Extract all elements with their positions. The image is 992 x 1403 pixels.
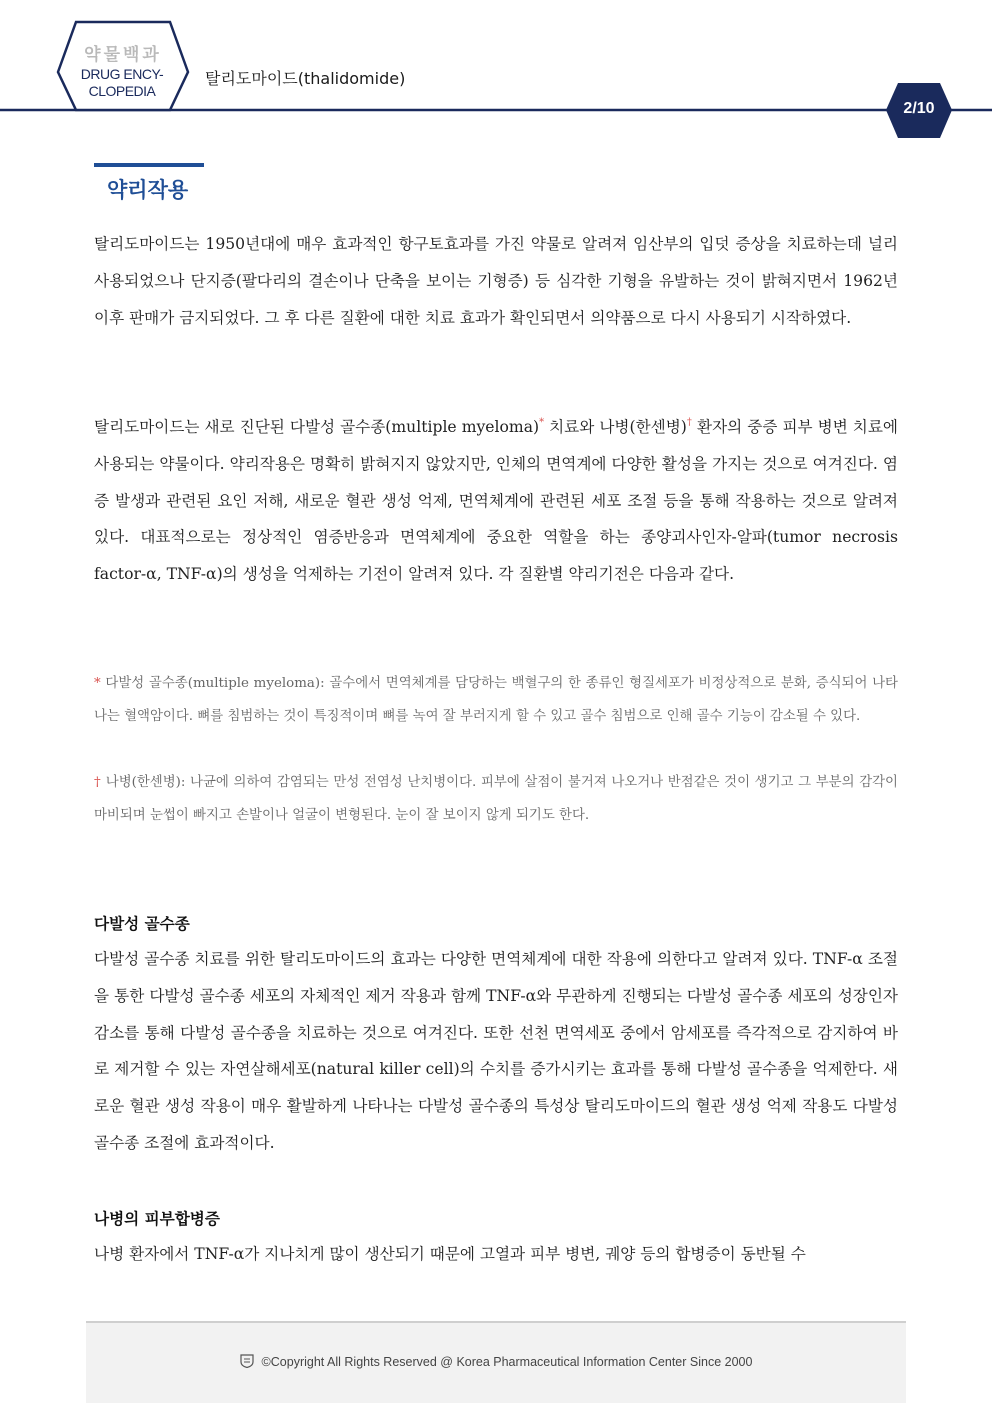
footnote-leprosy-text: 나병(한센병): 나균에 의하여 감염되는 만성 전염성 난치병이다. 피부에 살점이 불거져 나오거나 반점같은 것이 생기고 그 부분의 감각이 마비되며 눈썹이 빠지고 손발이나 얼굴이 변형된다. 눈이 잘 보이지 않게 되기도 한다.: [94, 775, 898, 823]
logo-english: [74, 66, 170, 100]
footnote-ref-2: †: [686, 417, 693, 428]
paragraph-mechanism: [94, 409, 898, 593]
footnote-marker-2: †: [94, 775, 102, 790]
copyright-text: ©Copyright All Rights Reserved @ Korea Pharmaceutical Information Center Since 2000: [261, 1355, 753, 1369]
subheading-leprosy: 나병의 피부합병증: [94, 1209, 220, 1228]
footer-content: [86, 1354, 906, 1369]
page-footer: [86, 1321, 906, 1403]
footnote-ref-1: *: [539, 417, 545, 428]
footnote-marker-1: *: [94, 676, 101, 691]
page-header: [0, 0, 992, 150]
logo-english-line2: CLOPEDIA: [88, 83, 156, 99]
paragraph-mechanism-part1: 탈리도마이드는 새로 진단된 다발성 골수종(multiple myeloma): [94, 418, 540, 436]
logo-english-line1: DRUG ENCY-: [80, 66, 164, 82]
section-title: 약리작용: [107, 178, 189, 202]
footnote-myeloma: [94, 667, 898, 733]
paragraph-leprosy: 나병 환자에서 TNF-α가 지나치게 많이 생산되기 때문에 고열과 피부 병변, 궤양 등의 합병증이 동반될 수: [94, 1245, 806, 1263]
paragraph-intro: 탈리도마이드는 1950년대에 매우 효과적인 항구토효과를 가진 약물로 알려져 임산부의 입덧 증상을 치료하는데 널리 사용되었으나 단지증(팔다리의 결손이나 단축을 보이는 기형증) 등 심각한 기형을 유발하는 것이 밝혀지면서 1962년 이후 판매가 금지되었다. 그 후 다른 질환에 대한 치료 효과가 확인되면서 의약품으로 다시 사용되기 시작하였다.: [94, 235, 898, 327]
page-number: 2/10: [903, 100, 935, 117]
paragraph-mechanism-part2: 치료와 나병(한센병): [544, 418, 687, 436]
footnote-leprosy: [94, 766, 898, 832]
subheading-myeloma: 다발성 골수종: [94, 914, 190, 933]
shield-logo-icon: [240, 1354, 254, 1368]
section-accent-bar: [94, 163, 204, 167]
footnote-myeloma-text: 다발성 골수종(multiple myeloma): 골수에서 면역체계를 담당하는 백혈구의 한 종류인 형질세포가 비정상적으로 분화, 증식되어 나타나는 혈액암이다. 뼈를 침범하는 것이 특징적이며 뼈를 녹여 잘 부러지게 할 수 있고 골수 침범으로 인해 골수 기능이 감소될 수 있다.: [94, 676, 898, 724]
paragraph-myeloma: 다발성 골수종 치료를 위한 탈리도마이드의 효과는 다양한 면역체계에 대한 작용에 의한다고 알려져 있다. TNF-α 조절을 통한 다발성 골수종 세포의 자체적인 제거 작용과 함께 TNF-α와 무관하게 진행되는 다발성 골수종 세포의 성장인자 감소를 통해 다발성 골수종을 치료하는 것으로 여겨진다. 또한 선천 면역세포 중에서 암세포를 즉각적으로 감지하여 바로 제거할 수 있는 자연살해세포(natural killer cell)의 수치를 증가시키는 효과를 통해 다발성 골수종을 억제한다. 새로운 혈관 생성 작용이 매우 활발하게 나타나는 다발성 골수종의 특성상 탈리도마이드의 혈관 생성 억제 작용도 다발성 골수종 조절에 효과적이다.: [94, 950, 898, 1152]
document-title: 탈리도마이드(thalidomide): [205, 69, 406, 88]
logo-korean: 약물백과: [84, 45, 162, 65]
paragraph-mechanism-part3: 환자의 중증 피부 병변 치료에 사용되는 약물이다. 약리작용은 명확히 밝혀지지 않았지만, 인체의 면역계에 다양한 활성을 가지는 것으로 여겨진다. 염증 발생과 관련된 요인 저해, 새로운 혈관 생성 억제, 면역체계에 관련된 세포 조절 등을 통해 작용하는 것으로 알려져 있다. 대표적으로는 정상적인 염증반응과 면역체계에 중요한 역할을 하는 종양괴사인자-알파(tumor necrosis factor-α, TNF-α)의 생성을 억제하는 기전이 알려져 있다. 각 질환별 약리기전은 다음과 같다.: [94, 418, 898, 584]
